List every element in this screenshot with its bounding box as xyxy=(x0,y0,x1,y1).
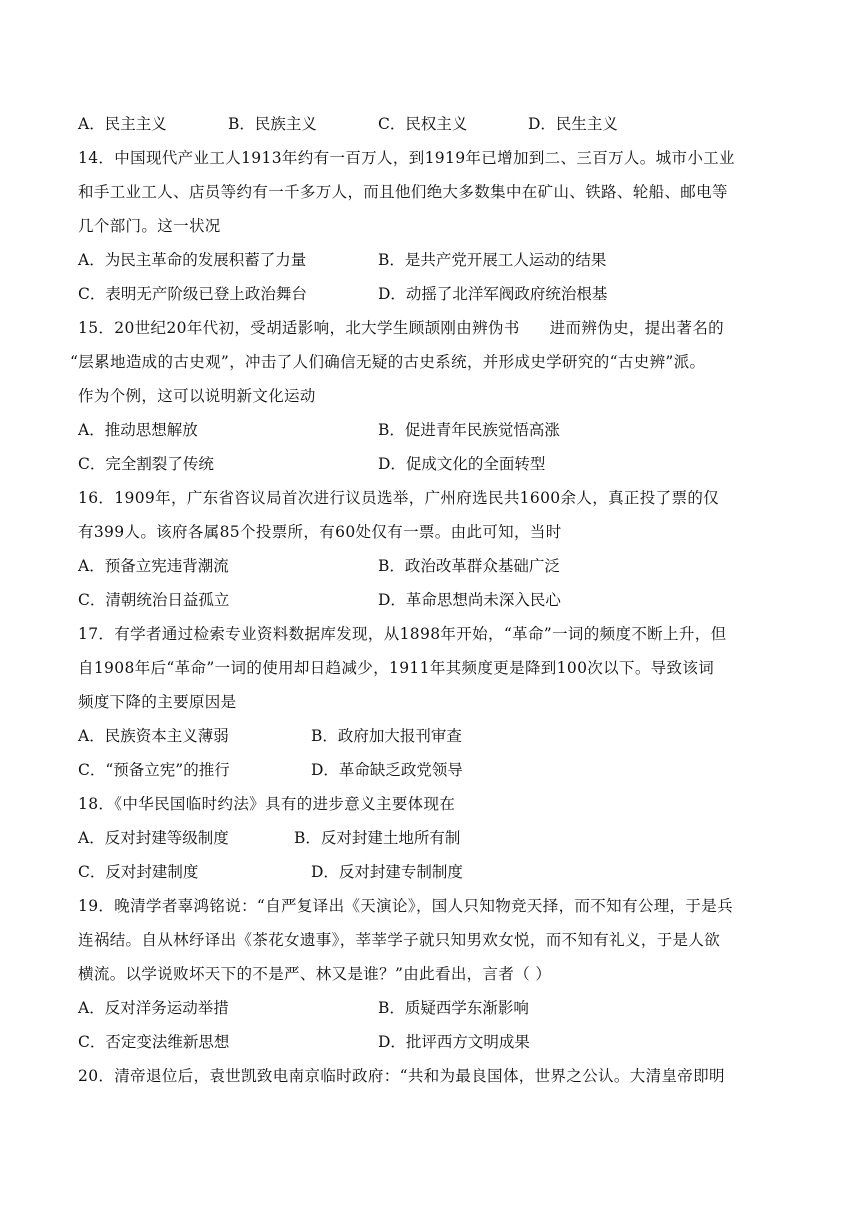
q14-option-b: B．是共产党开展工人运动的结果 xyxy=(378,251,607,269)
q19-option-c: C．否定变法维新思想 xyxy=(78,1033,230,1051)
q14-stem-line-1: 14．中国现代产业工人1913年约有一百万人，到1919年已增加到二、三百万人。城市小工业 xyxy=(78,149,735,167)
q14-option-a: A．为民主革命的发展积蓄了力量 xyxy=(78,251,307,269)
q18-option-d: D．反对封建专制制度 xyxy=(311,863,463,881)
q18-option-c: C．反对封建制度 xyxy=(78,863,199,881)
q16-option-a: A．预备立宪违背潮流 xyxy=(78,557,229,575)
exam-page xyxy=(70,107,783,1093)
q14-stem-line-3: 几个部门。这一状况 xyxy=(78,217,221,235)
q18-options-row-2 xyxy=(78,855,783,889)
q18-stem-line-1: 18．《中华民国临时约法》具有的进步意义主要体现在 xyxy=(78,795,456,813)
q15-options-row-1 xyxy=(78,413,783,447)
q19-options-row-2 xyxy=(78,1025,783,1059)
q18-option-a: A．反对封建等级制度 xyxy=(78,829,229,847)
q16-options-row-2 xyxy=(78,583,783,617)
q15-option-b: B．促进青年民族觉悟高涨 xyxy=(378,421,560,439)
q17-option-d: D．革命缺乏政党领导 xyxy=(311,761,463,779)
q17-stem-line-2: 自1908年后“革命”一词的使用却日趋减少，1911年其频度更是降到100次以下。导致该词 xyxy=(78,659,715,677)
q17-stem-line-1: 17．有学者通过检索专业资料数据库发现，从1898年开始，“革命”一词的频度不断上升，但 xyxy=(78,625,727,643)
q16-options-row-1 xyxy=(78,549,783,583)
q15-stem-part-2: 进而辨伪史，提出著名的 xyxy=(549,319,725,337)
q19-option-a: A．反对洋务运动举措 xyxy=(78,999,229,1017)
q19-stem-line-2: 连祸结。自从林纾译出《茶花女遗事》，莘莘学子就只知男欢女悦，而不知有礼义，于是人欲 xyxy=(78,931,721,949)
q17-stem-line-3: 频度下降的主要原因是 xyxy=(78,693,237,711)
q16-stem-line-1: 16．1909年，广东省咨议局首次进行议员选举，广州府选民共1600余人，真正投了票的仅 xyxy=(78,489,720,507)
q16-stem-line-2: 有399人。该府各属85个投票所，有60处仅有一票。由此可知，当时 xyxy=(78,523,562,541)
q14-options-row-1 xyxy=(78,243,783,277)
q16-option-b: B．政治改革群众基础广泛 xyxy=(378,557,560,575)
q17-option-a: A．民族资本主义薄弱 xyxy=(78,727,229,745)
q15-stem-line-3: 作为个例，这可以说明新文化运动 xyxy=(78,387,316,405)
q15-option-c: C．完全割裂了传统 xyxy=(78,455,214,473)
q15-option-a: A．推动思想解放 xyxy=(78,421,198,439)
q14-option-d: D．动摇了北洋军阀政府统治根基 xyxy=(378,285,608,303)
q17-option-c: C．“预备立宪”的推行 xyxy=(78,761,230,779)
q13-option-c: C．民权主义 xyxy=(378,115,468,133)
question-13-options xyxy=(78,107,783,141)
q18-options-row-1 xyxy=(78,821,783,855)
q14-option-c: C．表明无产阶级已登上政治舞台 xyxy=(78,285,307,303)
q17-options-row-2 xyxy=(78,753,783,787)
q15-stem-line-2: “层累地造成的古史观”，冲击了人们确信无疑的古史系统，并形成史学研究的“古史辨”派。 xyxy=(70,353,706,371)
q15-stem-line-1 xyxy=(78,311,783,345)
q17-option-b: B．政府加大报刊审查 xyxy=(311,727,462,745)
q14-options-row-2 xyxy=(78,277,783,311)
q19-options-row-1 xyxy=(78,991,783,1025)
q18-option-b: B．反对封建土地所有制 xyxy=(294,829,461,847)
q13-option-b: B．民族主义 xyxy=(228,115,317,133)
q14-stem-line-2: 和手工业工人、店员等约有一千多万人，而且他们绝大多数集中在矿山、铁路、轮船、邮电等 xyxy=(78,183,728,201)
q13-option-a: A．民主主义 xyxy=(78,115,167,133)
q19-stem-line-3: 横流。以学说败坏天下的不是严、林又是谁？”由此看出，言者（ ） xyxy=(78,965,552,983)
q15-options-row-2 xyxy=(78,447,783,481)
q17-options-row-1 xyxy=(78,719,783,753)
q19-stem-line-1: 19．晚清学者辜鸿铭说：“自严复译出《天演论》，国人只知物竞天择，而不知有公理，于是兵 xyxy=(78,897,733,915)
q16-option-d: D．革命思想尚未深入民心 xyxy=(378,591,561,609)
q19-option-d: D．批评西方文明成果 xyxy=(378,1033,530,1051)
q16-option-c: C．清朝统治日益孤立 xyxy=(78,591,230,609)
q19-option-b: B．质疑西学东渐影响 xyxy=(378,999,529,1017)
q15-option-d: D．促成文化的全面转型 xyxy=(378,455,546,473)
q13-option-d: D．民生主义 xyxy=(528,115,618,133)
q20-stem-line-1: 20．清帝退位后，袁世凯致电南京临时政府：“共和为最良国体，世界之公认。大清皇帝即明 xyxy=(78,1067,725,1085)
q15-stem-part-1: 15．20世纪20年代初，受胡适影响，北大学生顾颉刚由辨伪书 xyxy=(78,319,520,337)
